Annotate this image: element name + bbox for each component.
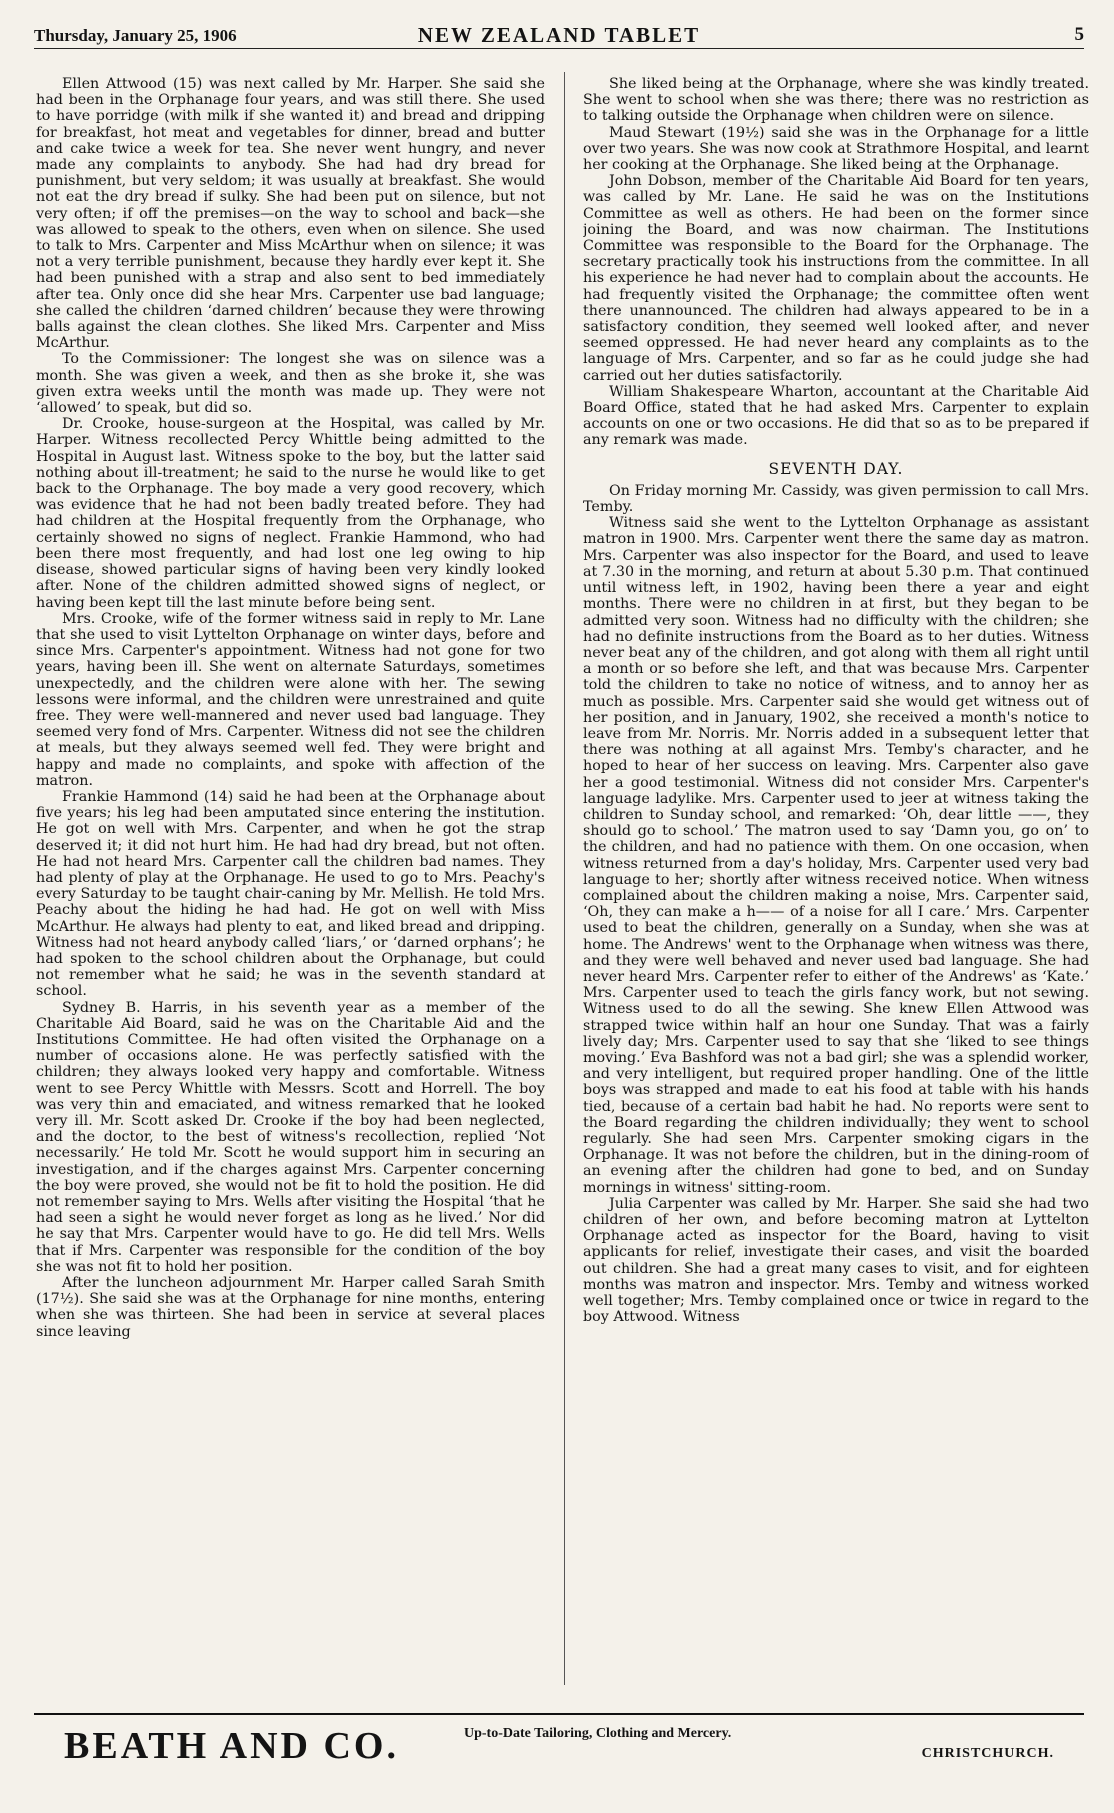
paragraph: Frankie Hammond (14) said he had been at the Orphanage about five years; his leg had been amputated since entering the institution. He got on well with Mrs. Carpenter, and when he got the strap deserved it; it did not hurt him. He had had dry bread, but not often. He had not heard Mrs. Carpenter call the children bad names. They had plenty of play at the Orphanage. He used to go to Mrs. Peachy's every Saturday to be taught chair-caning by Mr. Mellish. He told Mrs. Peachy about the hiding he had had. He got on well with Miss McArthur. He always had plenty to eat, and liked bread and dripping. Witness had not heard anybody called ‘liars,’ or ‘darned orphans’; he had spoken to the school children about the Orphanage, but could not remember what he said; he was in the seventh standard at school. [36, 788, 545, 1000]
advertiser-city: CHRISTCHURCH. [921, 1746, 1054, 1761]
left-column [36, 76, 545, 1681]
footer-rule [34, 1713, 1084, 1715]
paragraph: To the Commissioner: The longest she was on silence was a month. She was given a week, and then as she broke it, she was given extra weeks until the month was made up. They were not ‘allowed’ to speak, but did so. [36, 351, 545, 417]
paragraph: Witness said she went to the Lyttelton Orphanage as assistant matron in 1900. Mrs. Carpenter went there the same day as matron. Mrs. Carpenter was also inspector for the Board, and used to leave at 7.30 in the morning, and return at about 5.30 p.m. That continued until witness left, in 1902, having been there a year and eight months. There were no children in at first, but they began to be admitted very soon. Witness had no difficulty with the children; she had no definite instructions from the Board as to her duties. Witness never beat any of the children, and got along with them all right until a month or so before she left, and that was because Mrs. Carpenter told the children to take no notice of witness, and to annoy her as much as possible. Mrs. Carpenter said she would get witness out of her position, and in January, 1902, she received a month's notice to leave from Mr. Norris. Mr. Norris added in a subsequent letter that there was nothing at all against Mrs. Temby's character, and he hoped to hear of her success on leaving. Mrs. Carpenter also gave her a good testimonial. Witness did not consider Mrs. Carpenter's language ladylike. Mrs. Carpenter used to jeer at witness taking the children to Sunday school, and remarked: ‘Oh, dear little ——, they should go to school.’ The matron used to say ‘Damn you, go on’ to the children, and had no patience with them. On one occasion, when witness returned from a day's holiday, Mrs. Carpenter used very bad language to her; shortly after witness received notice. When witness complained about the children making a noise, Mrs. Carpenter said, ‘Oh, they can make a h—— of a noise for all I care.’ Mrs. Carpenter used to beat the children, generally on a Sunday, when she was at home. The Andrews' went to the Orphanage when witness was there, and they were well behaved and never used bad language. She had never heard Mrs. Carpenter refer to either of the Andrews' as ‘Kate.’ Mrs. Carpenter used to teach the girls fancy work, but not sewing. Witness used to do all the sewing. She knew Ellen Attwood was strapped twice within half an hour one Sunday. That was a fairly lively day; Mrs. Carpenter used to say that she ‘liked to see things moving.’ Eva Bashford was not a bad girl; she was a splendid worker, and very intelligent, but required proper handling. One of the little boys was strapped and made to eat his food at table with his hands tied, because of a certain bad habit he had. No reports were sent to the Board regarding the children individually; they went to school regularly. She had seen Mrs. Carpenter smoking cigars in the Orphanage. It was not before the children, but in the dining-room of an evening after the children had gone to bed, and on Sunday mornings in witness' sitting-room. [583, 515, 1089, 1196]
paragraph: She liked being at the Orphanage, where she was kindly treated. She went to school when she was there; there was no restriction as to talking outside the Orphanage when children were on silence. [583, 76, 1089, 125]
paragraph: Dr. Crooke, house-surgeon at the Hospital, was called by Mr. Harper. Witness recollected Percy Whittle being admitted to the Hospital in August last. Witness spoke to the boy, but the latter said nothing about ill-treatment; he said to the nurse he would like to get back to the Orphanage. The boy made a very good recovery, which was evidence that he had not been badly treated before. They had had children at the Hospital frequently from the Orphanage, who certainly showed no signs of neglect. Frankie Hammond, who had been there most frequently, and had lost one leg owing to hip disease, showed particular signs of having been very kindly looked after. None of the children admitted showed signs of neglect, or having been kept till the last minute before being sent. [36, 416, 545, 611]
paragraph: William Shakespeare Wharton, accountant at the Charitable Aid Board Office, stated that he had asked Mrs. Carpenter to explain accounts on one or two occasions. He did that so as to be prepared if any remark was made. [583, 383, 1089, 449]
section-heading: SEVENTH DAY. [768, 459, 904, 478]
footer-advertisement [34, 1720, 1084, 1770]
right-column [583, 76, 1089, 1681]
paragraph: Ellen Attwood (15) was next called by Mr. Harper. She said she had been in the Orphanage four years, and was still there. She used to have porridge (with milk if she wanted it) and bread and dripping for breakfast, hot meat and vegetables for dinner, bread and butter and cake twice a week for tea. She never went hungry, and never made any complaints to anybody. She had had dry bread for punishment, but very seldom; it was usually at breakfast. She would not eat the dry bread if sulky. She had been put on silence, but not very often; if off the premises—on the way to school and back—she was allowed to speak to the others, even when on silence. She used to talk to Mrs. Carpenter and Miss McArthur when on silence; it was not a very terrible punishment, because they hardly ever kept it. She had been punished with a strap and also sent to bed immediately after tea. Only once did she hear Mrs. Carpenter use bad language; she called the children ‘darned children’ because they were throwing balls against the clean clothes. She liked Mrs. Carpenter and Miss McArthur. [36, 76, 545, 352]
paragraph: After the luncheon adjournment Mr. Harper called Sarah Smith (17½). She said she was at the Orphanage for nine months, entering when she was thirteen. She had been in service at several places since leaving [36, 1275, 545, 1340]
page-number: 5 [1074, 24, 1084, 45]
column-divider [564, 72, 565, 1685]
paragraph: Julia Carpenter was called by Mr. Harper. She said she had two children of her own, and before becoming matron at Lyttelton Orphanage acted as inspector for the Board, having to visit applicants for relief, investigate their cases, and visit the boarded out children. She had a great many cases to visit, and for eighteen months was matron and inspector. Mrs. Temby and witness worked well together; Mrs. Temby complained once or twice in regard to the boy Attwood. Witness [583, 1195, 1089, 1326]
paragraph: On Friday morning Mr. Cassidy, was given permission to call Mrs. Temby. [583, 482, 1089, 516]
page-header [34, 18, 1084, 49]
paragraph: John Dobson, member of the Charitable Aid Board for ten years, was called by Mr. Lane. He said he was on the Institutions Committee as well as others. He had been on the former since joining the Board, and was now chairman. The Institutions Committee was responsible to the Board for the Orphanage. The secretary practically took his instructions from the committee. In all his experience he had never had to complain about the accounts. He had frequently visited the Orphanage; the committee often went there unannounced. The children had always appeared to be in a satisfactory condition, they seemed well looked after, and never seemed oppressed. He had never heard any complaints as to the language of Mrs. Carpenter, and so far as he could judge she had carried out her duties satisfactorily. [583, 173, 1089, 384]
issue-date: Thursday, January 25, 1906 [34, 26, 237, 45]
paragraph: Maud Stewart (19½) said she was in the Orphanage for a little over two years. She was now cook at Strathmore Hospital, and learnt her cooking at the Orphanage. She liked being at the Orphanage. [583, 124, 1089, 174]
paragraph: Sydney B. Harris, in his seventh year as a member of the Charitable Aid Board, said he was on the Charitable Aid and the Institutions Committee. He had often visited the Orphanage on a number of occasions alone. He was perfectly satisfied with the children; they always looked very happy and comfortable. Witness went to see Percy Whittle with Messrs. Scott and Horrell. The boy was very thin and emaciated, and witness remarked that he looked very ill. Mr. Scott asked Dr. Crooke if the boy had been neglected, and the doctor, to the best of witness's recollection, replied ‘Not necessarily.’ He told Mr. Scott he would support him in securing an investigation, and if the charges against Mrs. Carpenter concerning the boy were proved, she would not be fit to hold the position. He did not remember saying to Mrs. Wells after visiting the Hospital ‘that he had seen a sight he would never forget as long as he lived.’ Nor did he say that Mrs. Carpenter would have to go. He did tell Mrs. Wells that if Mrs. Carpenter was responsible for the condition of the boy she was not fit to hold her position. [36, 999, 545, 1275]
paragraph: Mrs. Crooke, wife of the former witness said in reply to Mr. Lane that she used to visit Lyttelton Orphanage on winter days, before and since Mrs. Carpenter's appointment. Witness had not gone for two years, having been ill. She went on alternate Saturdays, sometimes unexpectedly, and the children were alone with her. The sewing lessons were informal, and the children were unrestrained and quite free. They were well-mannered and never used bad language. They seemed very fond of Mrs. Carpenter. Witness did not see the children at meals, but they always seemed well fed. They were bright and happy and made no complaints, and spoke with affection of the matron. [36, 610, 545, 789]
advertiser-tagline: Up-to-Date Tailoring, Clothing and Mercery. [464, 1726, 732, 1741]
publication-title: NEW ZEALAND TABLET [417, 23, 701, 47]
advertiser-name: BEATH AND CO. [64, 1725, 399, 1767]
